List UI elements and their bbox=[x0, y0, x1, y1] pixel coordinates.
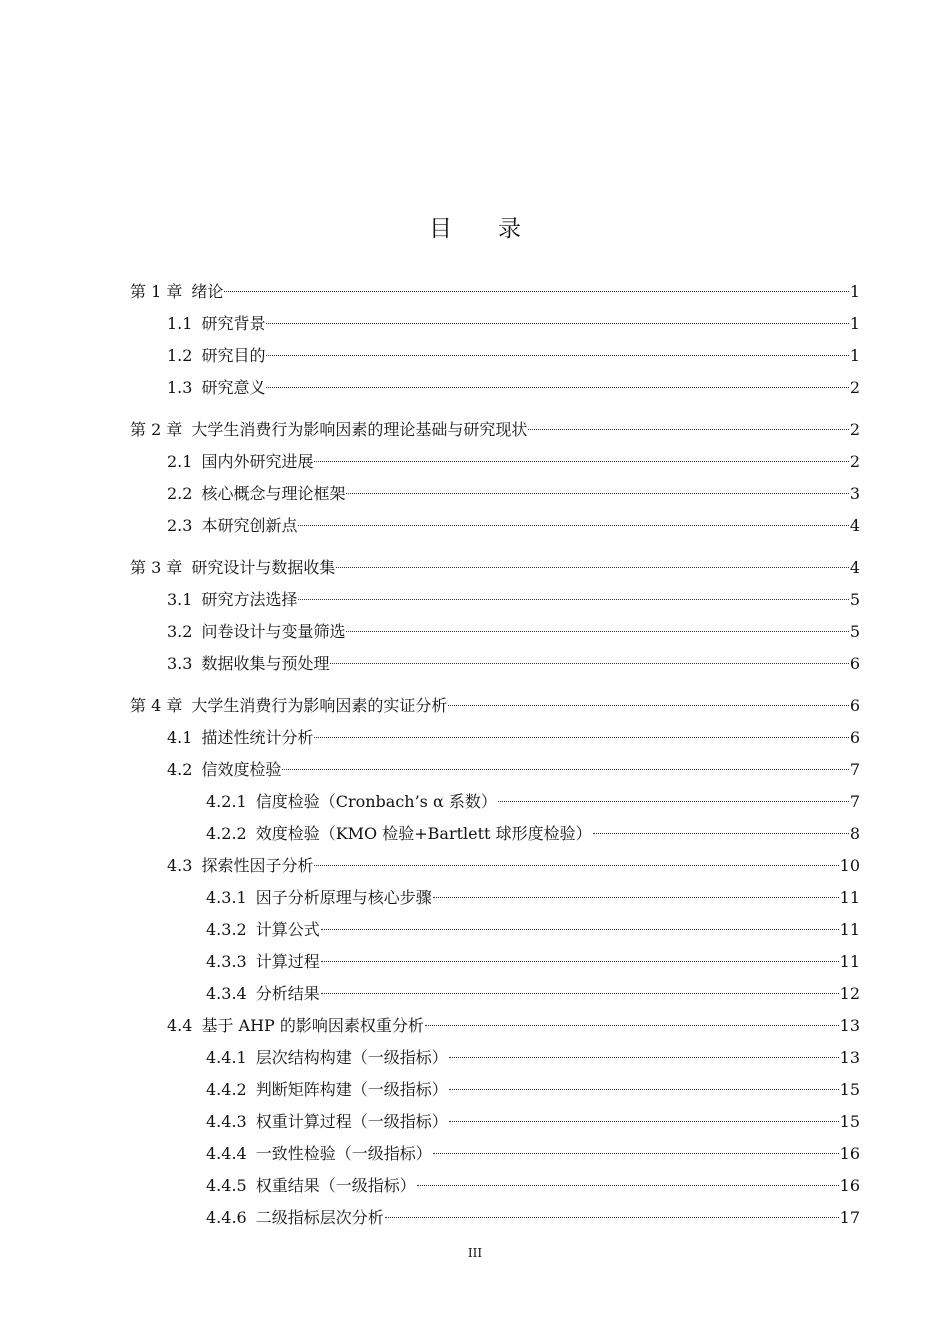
toc-entry-label: 大学生消费行为影响因素的理论基础与研究现状 bbox=[191, 420, 528, 439]
toc-entry-page: 4 bbox=[849, 516, 860, 535]
toc-entry[interactable] bbox=[130, 919, 860, 951]
toc-entry-page: 15 bbox=[839, 1112, 860, 1131]
toc-entry-number: 4.2.2 bbox=[206, 824, 247, 843]
toc-entry-label: 层次结构构建（一级指标） bbox=[255, 1048, 448, 1067]
toc-entry[interactable] bbox=[130, 589, 860, 621]
toc-entry[interactable] bbox=[130, 1207, 860, 1239]
toc-entry[interactable] bbox=[130, 1079, 860, 1111]
dot-leader bbox=[448, 704, 848, 706]
toc-entry[interactable] bbox=[130, 621, 860, 653]
dot-leader bbox=[593, 832, 849, 834]
toc-entry-page: 7 bbox=[849, 792, 860, 811]
toc-entry-label: 判断矩阵构建（一级指标） bbox=[255, 1080, 448, 1099]
toc-entry-number: 第 1 章 bbox=[130, 282, 183, 301]
toc-entry-page: 16 bbox=[839, 1144, 860, 1163]
dot-leader bbox=[266, 322, 848, 324]
toc-entry-number: 4.2 bbox=[167, 760, 193, 779]
toc-entry-label: 基于 AHP 的影响因素权重分析 bbox=[201, 1016, 424, 1035]
dot-leader bbox=[321, 992, 839, 994]
toc-entry[interactable] bbox=[130, 483, 860, 515]
toc-entry-number: 3.3 bbox=[167, 654, 193, 673]
toc-entry[interactable] bbox=[130, 951, 860, 983]
toc-entry-label: 描述性统计分析 bbox=[201, 728, 314, 747]
toc-entry-page: 17 bbox=[839, 1208, 860, 1227]
toc-entry-page: 12 bbox=[839, 984, 860, 1003]
toc-entry-page: 2 bbox=[849, 420, 860, 439]
toc-entry-page: 13 bbox=[839, 1016, 860, 1035]
toc-entry-page: 6 bbox=[849, 654, 860, 673]
toc-entry-number: 第 2 章 bbox=[130, 420, 183, 439]
toc-entry-label: 二级指标层次分析 bbox=[255, 1208, 384, 1227]
toc-entry-page: 8 bbox=[849, 824, 860, 843]
toc-entry-number: 4.1 bbox=[167, 728, 193, 747]
dot-leader bbox=[433, 896, 839, 898]
toc-entry-label: 核心概念与理论框架 bbox=[201, 484, 346, 503]
toc-entry-number: 4.3.3 bbox=[206, 952, 247, 971]
toc-entry[interactable] bbox=[130, 1015, 860, 1047]
dot-leader bbox=[266, 386, 848, 388]
toc-entry[interactable] bbox=[130, 695, 860, 727]
toc-entry-number: 4.4.1 bbox=[206, 1048, 247, 1067]
toc-entry-number: 4.3.4 bbox=[206, 984, 247, 1003]
toc-entry-number: 第 3 章 bbox=[130, 558, 183, 577]
toc-entry-label: 效度检验（KMO 检验+Bartlett 球形度检验） bbox=[255, 824, 592, 843]
toc-entry[interactable] bbox=[130, 419, 860, 451]
dot-leader bbox=[449, 1088, 839, 1090]
dot-leader bbox=[321, 928, 839, 930]
toc-entry-number: 2.2 bbox=[167, 484, 193, 503]
dot-leader bbox=[417, 1184, 839, 1186]
dot-leader bbox=[346, 492, 848, 494]
toc-entry-number: 1.1 bbox=[167, 314, 193, 333]
toc-entry-number: 4.2.1 bbox=[206, 792, 247, 811]
toc-entry[interactable] bbox=[130, 313, 860, 345]
toc-entry-label: 大学生消费行为影响因素的实证分析 bbox=[191, 696, 448, 715]
toc-entry-number: 2.3 bbox=[167, 516, 193, 535]
dot-leader bbox=[224, 290, 848, 292]
toc-entry-page: 1 bbox=[849, 282, 860, 301]
toc-entry-page: 13 bbox=[839, 1048, 860, 1067]
dot-leader bbox=[298, 598, 848, 600]
dot-leader bbox=[385, 1216, 839, 1218]
toc-entry-label: 问卷设计与变量筛选 bbox=[201, 622, 346, 641]
toc-entry-page: 7 bbox=[849, 760, 860, 779]
toc-entry-number: 4.4.3 bbox=[206, 1112, 247, 1131]
toc-entry-label: 研究方法选择 bbox=[201, 590, 298, 609]
toc-entry[interactable] bbox=[130, 791, 860, 823]
toc-entry-number: 2.1 bbox=[167, 452, 193, 471]
toc-entry[interactable] bbox=[130, 653, 860, 685]
toc-entry-number: 4.3.1 bbox=[206, 888, 247, 907]
toc-entry-page: 2 bbox=[849, 452, 860, 471]
title-char-1: 目 bbox=[429, 216, 452, 242]
toc-entry-label: 信度检验（Cronbach’s α 系数） bbox=[255, 792, 497, 811]
toc-entry-number: 4.3 bbox=[167, 856, 193, 875]
toc-entry[interactable] bbox=[130, 281, 860, 313]
toc-entry-label: 计算过程 bbox=[255, 952, 320, 971]
toc-entry-page: 1 bbox=[849, 346, 860, 365]
toc-entry-number: 4.4.6 bbox=[206, 1208, 247, 1227]
toc-entry-page: 6 bbox=[849, 728, 860, 747]
toc-entry-label: 研究意义 bbox=[201, 378, 266, 397]
dot-leader bbox=[498, 800, 849, 802]
toc-entry-page: 11 bbox=[839, 952, 860, 971]
page-title bbox=[0, 210, 950, 243]
toc-entry-number: 4.4.5 bbox=[206, 1176, 247, 1195]
toc-entry-label: 权重结果（一级指标） bbox=[255, 1176, 416, 1195]
toc-entry-number: 1.3 bbox=[167, 378, 193, 397]
dot-leader bbox=[321, 960, 839, 962]
toc-entry-page: 6 bbox=[849, 696, 860, 715]
toc-entry-label: 计算公式 bbox=[255, 920, 320, 939]
toc-entry[interactable] bbox=[130, 727, 860, 759]
dot-leader bbox=[314, 736, 848, 738]
toc-entry-label: 一致性检验（一级指标） bbox=[255, 1144, 432, 1163]
dot-leader bbox=[449, 1056, 839, 1058]
toc-entry-label: 因子分析原理与核心步骤 bbox=[255, 888, 432, 907]
toc-entry[interactable] bbox=[130, 515, 860, 547]
toc-entry[interactable] bbox=[130, 823, 860, 855]
toc-entry-label: 本研究创新点 bbox=[201, 516, 298, 535]
toc-entry-number: 3.2 bbox=[167, 622, 193, 641]
toc-entry-label: 国内外研究进展 bbox=[201, 452, 314, 471]
toc-entry-page: 11 bbox=[839, 888, 860, 907]
toc-entry-page: 11 bbox=[839, 920, 860, 939]
toc-entry-page: 15 bbox=[839, 1080, 860, 1099]
toc-entry-page: 1 bbox=[849, 314, 860, 333]
toc-entry-number: 1.2 bbox=[167, 346, 193, 365]
toc-entry[interactable] bbox=[130, 759, 860, 791]
dot-leader bbox=[449, 1120, 839, 1122]
dot-leader bbox=[346, 630, 848, 632]
toc-entry[interactable] bbox=[130, 377, 860, 409]
toc-entry[interactable] bbox=[130, 345, 860, 377]
page-number: III bbox=[467, 1246, 483, 1260]
toc-entry-page: 5 bbox=[849, 590, 860, 609]
toc-entry-number: 4.4.2 bbox=[206, 1080, 247, 1099]
toc-entry[interactable] bbox=[130, 1111, 860, 1143]
toc-entry[interactable] bbox=[130, 557, 860, 589]
toc-entry-number: 3.1 bbox=[167, 590, 193, 609]
dot-leader bbox=[330, 662, 848, 664]
toc-entry[interactable] bbox=[130, 1175, 860, 1207]
dot-leader bbox=[433, 1152, 839, 1154]
toc-entry-page: 10 bbox=[839, 856, 860, 875]
toc-entry-label: 分析结果 bbox=[255, 984, 320, 1003]
toc-entry-label: 研究目的 bbox=[201, 346, 266, 365]
toc-entry-page: 16 bbox=[839, 1176, 860, 1195]
dot-leader bbox=[282, 768, 848, 770]
dot-leader bbox=[314, 864, 838, 866]
toc-entry[interactable] bbox=[130, 1047, 860, 1079]
toc-entry-number: 4.4.4 bbox=[206, 1144, 247, 1163]
toc-entry-label: 研究设计与数据收集 bbox=[191, 558, 336, 577]
toc-entry-page: 5 bbox=[849, 622, 860, 641]
toc-entry-page: 3 bbox=[849, 484, 860, 503]
toc-entry[interactable] bbox=[130, 451, 860, 483]
toc-entry-number: 4.4 bbox=[167, 1016, 193, 1035]
toc-entry-label: 绪论 bbox=[191, 282, 224, 301]
dot-leader bbox=[314, 460, 848, 462]
toc-entry-label: 探索性因子分析 bbox=[201, 856, 314, 875]
toc-entry-page: 2 bbox=[849, 378, 860, 397]
dot-leader bbox=[266, 354, 848, 356]
toc-entry[interactable] bbox=[130, 855, 860, 887]
toc-entry[interactable] bbox=[130, 1143, 860, 1175]
toc-entry-label: 研究背景 bbox=[201, 314, 266, 333]
toc-entry-label: 信效度检验 bbox=[201, 760, 282, 779]
toc-entry[interactable] bbox=[130, 983, 860, 1015]
toc-entry-page: 4 bbox=[849, 558, 860, 577]
table-of-contents bbox=[130, 281, 860, 1239]
title-char-2: 录 bbox=[498, 216, 521, 242]
toc-entry[interactable] bbox=[130, 887, 860, 919]
dot-leader bbox=[528, 428, 848, 430]
toc-entry-label: 权重计算过程（一级指标） bbox=[255, 1112, 448, 1131]
dot-leader bbox=[336, 566, 848, 568]
toc-entry-label: 数据收集与预处理 bbox=[201, 654, 330, 673]
toc-entry-number: 第 4 章 bbox=[130, 696, 183, 715]
toc-entry-number: 4.3.2 bbox=[206, 920, 247, 939]
dot-leader bbox=[298, 524, 848, 526]
dot-leader bbox=[425, 1024, 839, 1026]
